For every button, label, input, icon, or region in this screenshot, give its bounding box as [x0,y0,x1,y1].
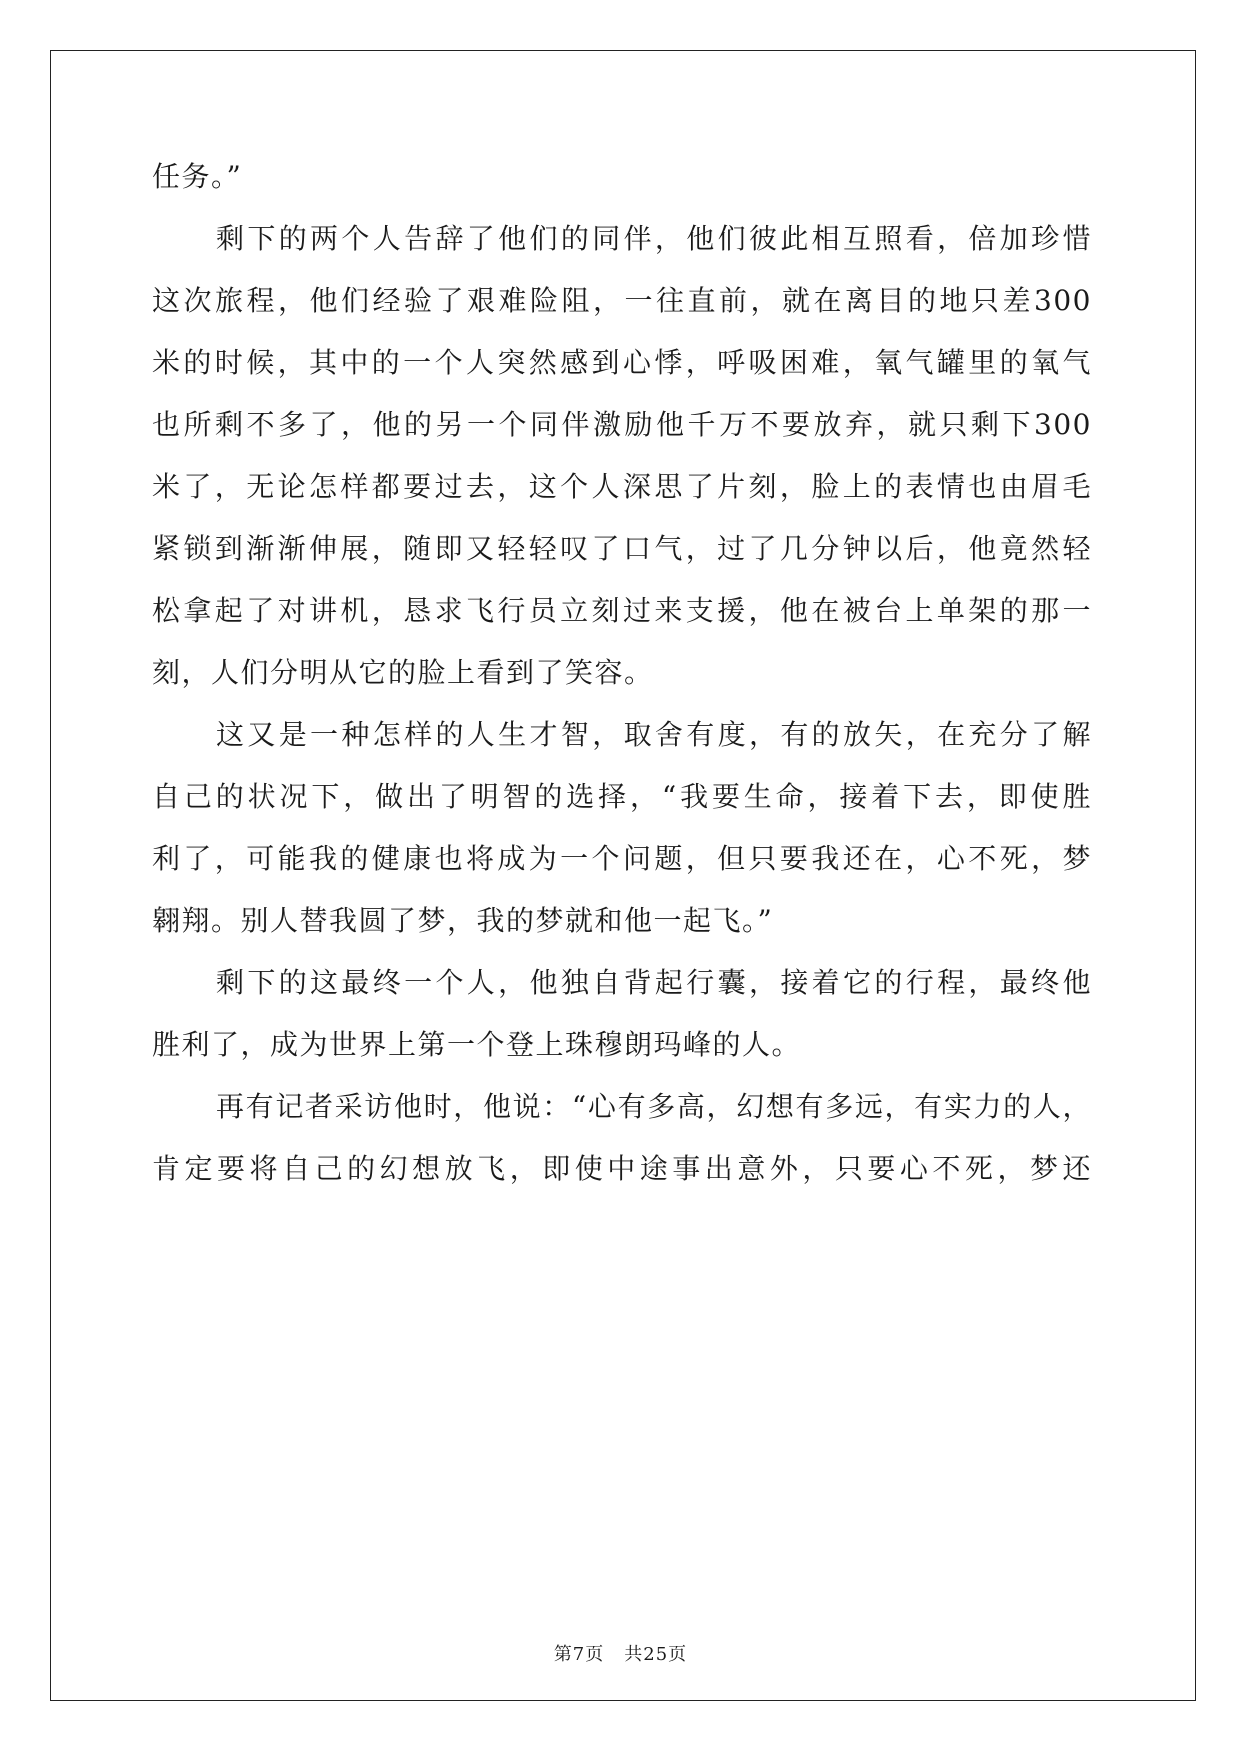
text-line: 再有记者采访他时，他说：“心有多高，幻想有多远，有实力的人， [216,1090,1092,1123]
text-line: 也所剩不多了，他的另一个同伴激励他千万不要放弃，就只剩下300 [152,408,1092,441]
text-line: 松拿起了对讲机，恳求飞行员立刻过来支援，他在被台上单架的那一 [152,594,1092,627]
text-line: 自己的状况下，做出了明智的选择，“我要生命，接着下去，即使胜 [152,780,1092,813]
text-line: 刻，人们分明从它的脸上看到了笑容。 [152,656,654,689]
text-line: 紧锁到渐渐伸展，随即又轻轻叹了口气，过了几分钟以后，他竟然轻 [152,532,1092,565]
text-line: 米了，无论怎样都要过去，这个人深思了片刻，脸上的表情也由眉毛 [152,470,1092,503]
document-body [152,160,1092,1214]
page-number-total: 共25页 [624,1644,688,1665]
text-line: 利了，可能我的健康也将成为一个问题，但只要我还在，心不死，梦 [152,842,1092,875]
text-line: 任务。” [152,160,243,193]
page-footer [0,1640,1241,1666]
text-line: 肯定要将自己的幻想放飞，即使中途事出意外，只要心不死，梦还 [152,1152,1092,1185]
text-line: 这次旅程，他们经验了艰难险阻，一往直前，就在离目的地只差300 [152,284,1092,317]
text-line: 这又是一种怎样的人生才智，取舍有度，有的放矢，在充分了解 [216,718,1092,751]
text-line: 胜利了，成为世界上第一个登上珠穆朗玛峰的人。 [152,1028,802,1061]
text-line: 剩下的这最终一个人，他独自背起行囊，接着它的行程，最终他 [216,966,1092,999]
text-line: 翱翔。别人替我圆了梦，我的梦就和他一起飞。” [152,904,774,937]
text-line: 剩下的两个人告辞了他们的同伴，他们彼此相互照看，倍加珍惜 [216,222,1092,255]
page-number-current: 第7页 [553,1644,605,1665]
text-line: 米的时候，其中的一个人突然感到心悸，呼吸困难，氧气罐里的氧气 [152,346,1092,379]
